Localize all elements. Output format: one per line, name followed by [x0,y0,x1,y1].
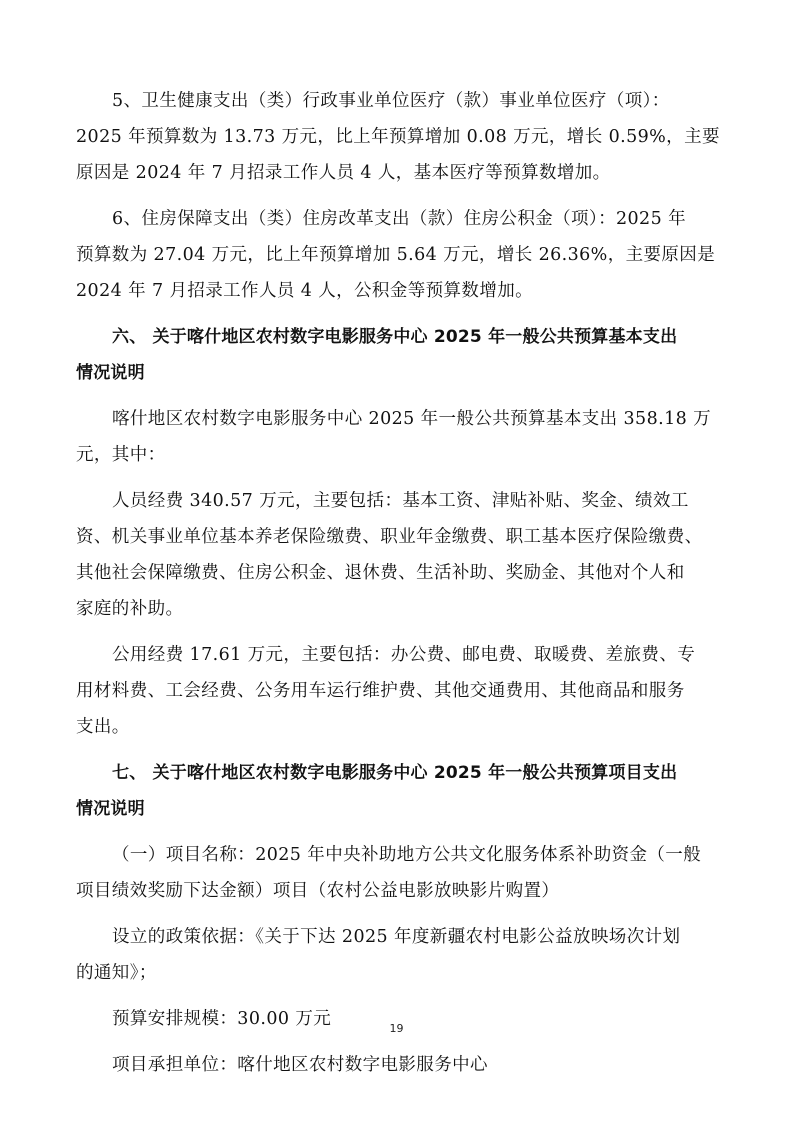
text-line: 2024 年 7 月招录工作人员 4 人，公积金等预算数增加。 [76,281,534,301]
text-line: 元，其中： [76,445,166,465]
text-line: 5、卫生健康支出（类）行政事业单位医疗（款）事业单位医疗（项）： [112,91,670,111]
section-six-heading [76,319,724,391]
text-line: 公用经费 17.61 万元，主要包括：办公费、邮电费、取暖费、差旅费、专 [112,645,696,665]
paragraph-policy-basis [76,919,724,991]
text-line: 项目绩效奖励下达金额）项目（农村公益电影放映影片购置） [76,881,560,901]
text-line: 人员经费 340.57 万元，主要包括：基本工资、津贴补贴、奖金、绩效工 [112,491,689,511]
section-heading: 七、 关于喀什地区农村数字电影服务中心 2025 年一般公共预算项目支出 [112,763,678,783]
text-line: 其他社会保障缴费、住房公积金、退休费、生活补助、奖励金、其他对个人和 [76,563,685,583]
text-line: 资、机关事业单位基本养老保险缴费、职业年金缴费、职工基本医疗保险缴费、 [76,527,703,547]
text-line: 家庭的补助。 [76,599,184,619]
paragraph-undertaker [76,1047,724,1083]
page-number: 19 [389,1022,404,1035]
text-line: 项目承担单位：喀什地区农村数字电影服务中心 [112,1055,488,1075]
text-line: 预算数为 27.04 万元，比上年预算增加 5.64 万元，增长 26.36%，主要原因是 [76,245,716,265]
text-line: 支出。 [76,717,130,737]
text-line: 6、住房保障支出（类）住房改革支出（款）住房公积金（项）：2025 年 [112,209,686,229]
text-line: 2025 年预算数为 13.73 万元，比上年预算增加 0.08 万元，增长 0.59%，主要 [76,127,720,147]
section-heading: 情况说明 [76,799,145,819]
text-line: 的通知》； [76,963,157,983]
paragraph-personnel-expenses [76,483,724,627]
section-seven-heading [76,755,724,827]
text-line: 用材料费、工会经费、公务用车运行维护费、其他交通费用、其他商品和服务 [76,681,685,701]
paragraph-health-expenditure [76,83,724,191]
section-heading: 情况说明 [76,363,145,383]
text-line: 设立的政策依据：《关于下达 2025 年度新疆农村电影公益放映场次计划 [112,927,681,947]
text-line: 喀什地区农村数字电影服务中心 2025 年一般公共预算基本支出 358.18 万 [112,409,712,429]
page-content [76,83,724,1083]
text-line: （一）项目名称：2025 年中央补助地方公共文化服务体系补助资金（一般 [112,845,702,865]
paragraph-housing-expenditure [76,201,724,309]
paragraph-project-name [76,837,724,909]
text-line: 预算安排规模：30.00 万元 [112,1009,332,1029]
section-heading: 六、 关于喀什地区农村数字电影服务中心 2025 年一般公共预算基本支出 [112,327,678,347]
text-line: 原因是 2024 年 7 月招录工作人员 4 人，基本医疗等预算数增加。 [76,163,611,183]
paragraph-basic-expenditure [76,401,724,473]
paragraph-public-expenses [76,637,724,745]
